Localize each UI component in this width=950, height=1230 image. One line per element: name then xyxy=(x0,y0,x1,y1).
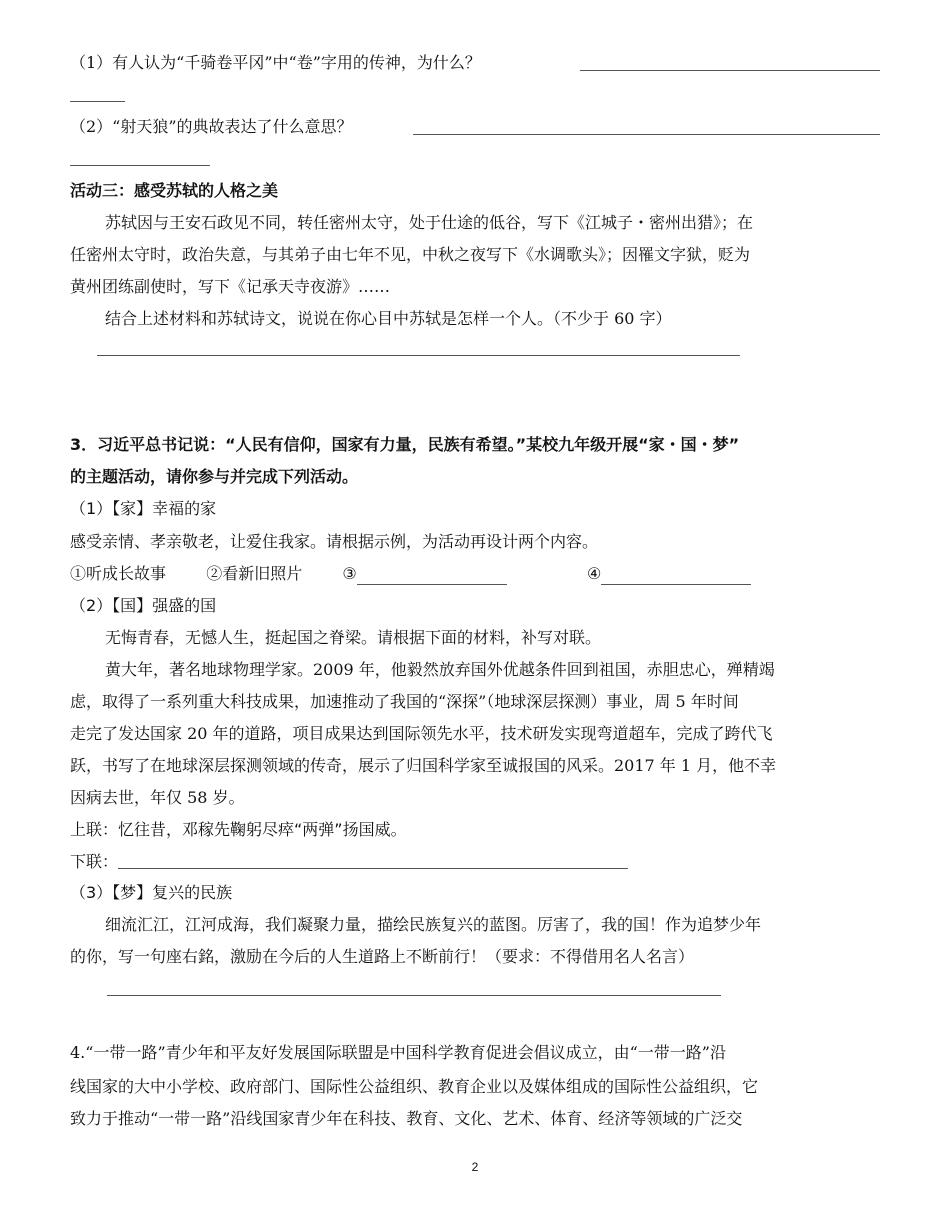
q3-home-description: 感受亲情、孝亲敬老，让爱住我家。请根据示例，为活动再设计两个内容。 xyxy=(70,532,599,551)
answer-line[interactable] xyxy=(118,868,628,869)
q3-nation-material-line: 黄大年，著名地球物理学家。2009 年，他毅然放弃国外优越条件回到祖国，赤胆忠心，殚精竭 xyxy=(105,660,775,679)
answer-line[interactable] xyxy=(580,70,880,71)
answer-line[interactable] xyxy=(97,355,740,356)
answer-line[interactable] xyxy=(107,995,721,996)
activity3-paragraph-line: 任密州太守时，政治失意，与其弟子由七年不见，中秋之夜写下《水调歌头》；因罹文字狱，贬为 xyxy=(70,245,751,264)
q2-sub2-text: （2）“射天狼”的典故表达了什么意思？ xyxy=(70,117,353,136)
q2-sub1-text: （1）有人认为“千骑卷平冈”中“卷”字用的传神，为什么？ xyxy=(70,53,481,72)
answer-blank[interactable] xyxy=(357,566,507,585)
q3-dream-heading: （3）【梦】复兴的民族 xyxy=(70,883,233,902)
answer-line[interactable] xyxy=(70,165,210,166)
q3-intro-line: 的主题活动，请你参与并完成下列活动。 xyxy=(70,467,359,486)
q3-home-items xyxy=(70,563,880,585)
q3-nation-material-line: 因病去世，年仅 58 岁。 xyxy=(70,788,245,807)
q3-dream-line: 细流汇江，江河成海，我们凝聚力量，描绘民族复兴的蓝图。厉害了，我的国！作为追梦少年 xyxy=(105,915,762,934)
activity3-task: 结合上述材料和苏轼诗文，说说在你心目中苏轼是怎样一个人。（不少于 60 字） xyxy=(105,309,672,328)
answer-blank[interactable] xyxy=(601,566,751,585)
q3-intro-line: 3．习近平总书记说：“人民有信仰，国家有力量，民族有希望。”某校九年级开展“家・国・梦” xyxy=(70,435,740,454)
couplet-lower-label: 下联： xyxy=(70,852,119,871)
answer-line[interactable] xyxy=(413,134,880,135)
answer-line[interactable] xyxy=(70,101,125,102)
home-item-1: ①听成长故事 xyxy=(70,564,167,583)
couplet-upper: 上联：忆往昔，邓稼先鞠躬尽瘁“两弹”扬国威。 xyxy=(70,820,407,839)
activity3-title: 活动三：感受苏轼的人格之美 xyxy=(70,181,279,200)
q3-nation-material-line: 虑，取得了一系列重大科技成果，加速推动了我国的“深探”（地球深层探测）事业，周 5 年时间 xyxy=(70,692,739,711)
home-item-4: ④ xyxy=(586,564,602,583)
page-number: 2 xyxy=(471,1160,479,1174)
q4-line: 致力于推动“一带一路”沿线国家青少年在科技、教育、文化、艺术、体育、经济等领域的广泛交 xyxy=(70,1109,743,1128)
q3-home-heading: （1）【家】幸福的家 xyxy=(70,499,217,518)
activity3-paragraph-line: 苏轼因与王安石政见不同，转任密州太守，处于仕途的低谷，写下《江城子・密州出猎》；在 xyxy=(105,213,754,232)
q3-nation-description: 无悔青春，无憾人生，挺起国之脊梁。请根据下面的材料，补写对联。 xyxy=(105,628,602,647)
q3-nation-material-line: 走完了发达国家 20 年的道路，项目成果达到国际领先水平，技术研发实现弯道超车，完成了跨代飞 xyxy=(70,724,773,743)
activity3-paragraph-line: 黄州团练副使时，写下《记承天寺夜游》…… xyxy=(70,277,391,296)
q3-nation-heading: （2）【国】强盛的国 xyxy=(70,596,217,615)
q4-line: 4.“一带一路”青少年和平友好发展国际联盟是中国科学教育促进会倡议成立，由“一带一路”沿 xyxy=(70,1043,726,1062)
q4-line: 线国家的大中小学校、政府部门、国际性公益组织、教育企业以及媒体组成的国际性公益组织，它 xyxy=(70,1077,759,1096)
home-item-2: ②看新旧照片 xyxy=(206,564,303,583)
q3-nation-material-line: 跃，书写了在地球深层探测领域的传奇，展示了归国科学家至诚报国的风采。2017 年 1 月，他不幸 xyxy=(70,756,777,775)
q3-dream-line: 的你，写一句座右銘，激励在今后的人生道路上不断前行！（要求：不得借用名人名言） xyxy=(70,947,695,966)
home-item-3: ③ xyxy=(342,564,357,583)
